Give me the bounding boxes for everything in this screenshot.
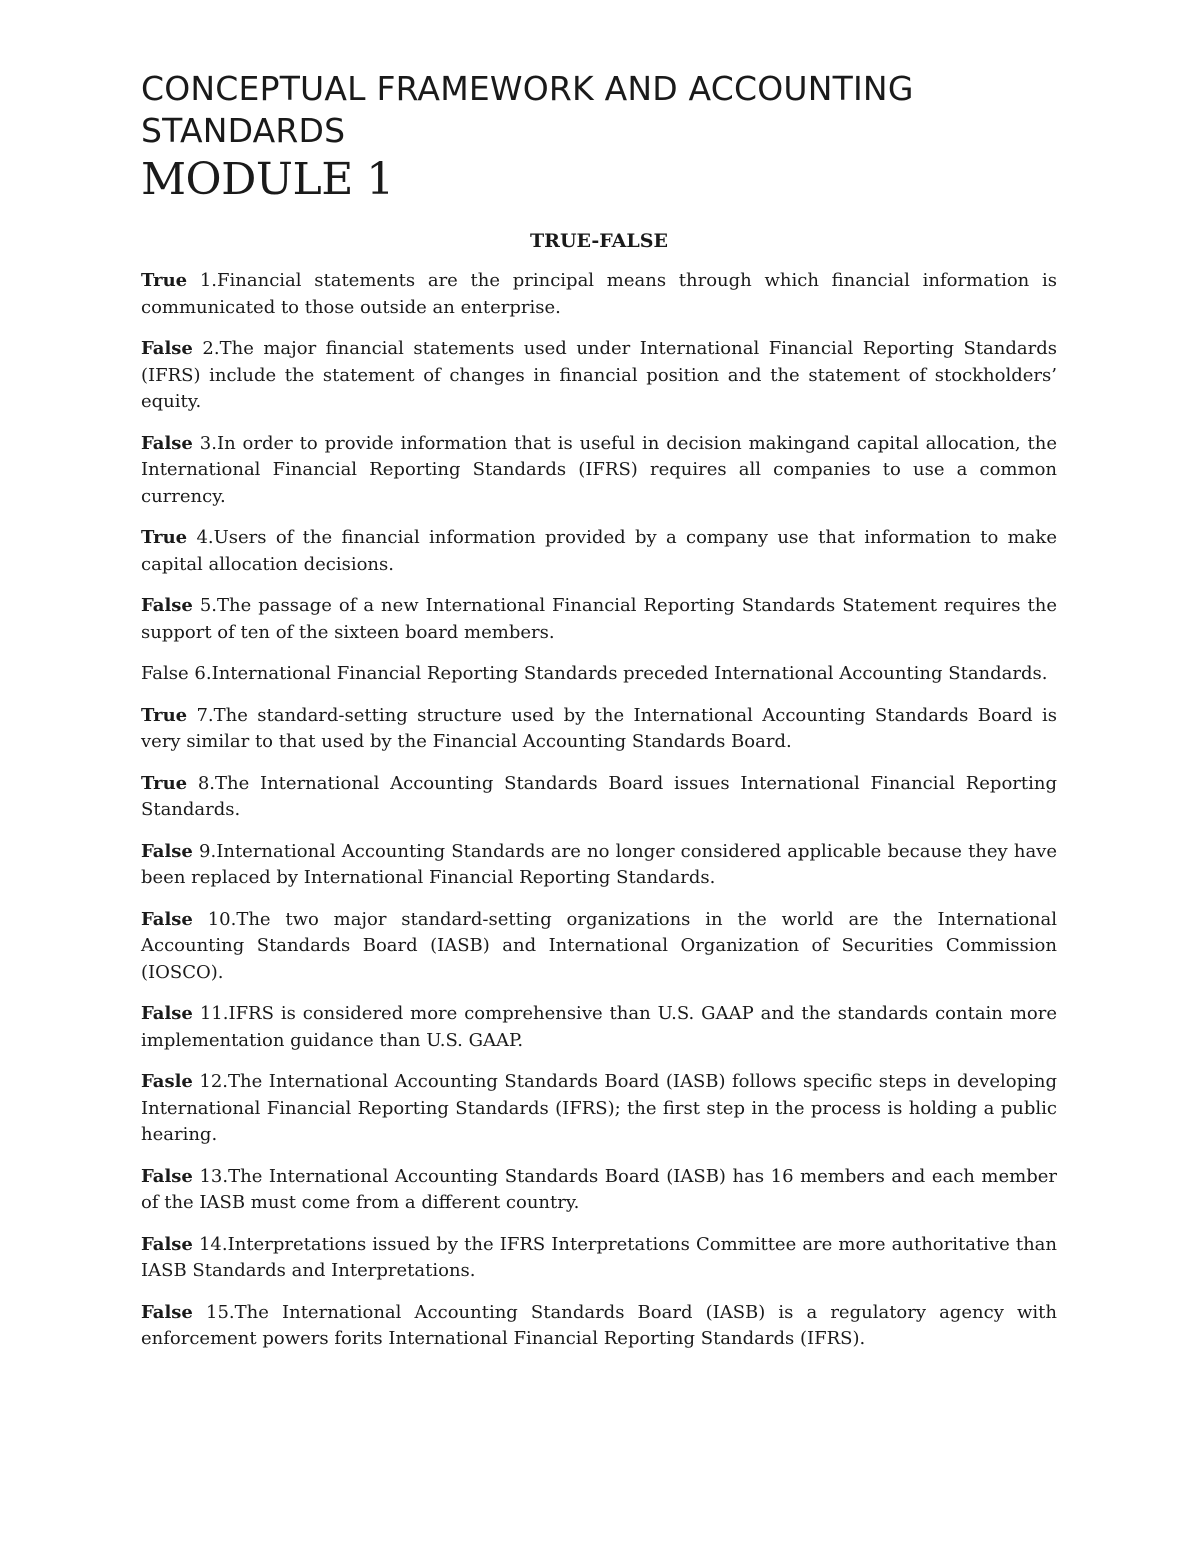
question-number: 14. [198, 1233, 228, 1255]
question-number: 5. [199, 595, 218, 616]
question-text: Interpretations issued by the IFRS Interpretations Committee are more authoritative than IASB Standards and Interpretations. [141, 1233, 1057, 1281]
document-page [141, 68, 1057, 1368]
question-answer: True [141, 704, 188, 726]
question-answer: False [141, 663, 189, 684]
question-text: Financial statements are the principal means through which financial information is communicated to those outside an enterprise. [141, 270, 1057, 318]
question-answer: False [141, 1165, 193, 1187]
question-number: 10. [207, 908, 237, 930]
question-text: In order to provide information that is useful in decision makingand capital allocation, the International Financial Reporting Standards (IFRS) requires all companies to use a common currency. [141, 432, 1057, 507]
section-heading: TRUE-FALSE [530, 230, 668, 252]
question-text: The International Accounting Standards Board (IASB) is a regulatory agency with enforcement powers forits International Financial Reporting Standards (IFRS). [141, 1301, 1057, 1349]
question-item [141, 1069, 1057, 1149]
question-number: 13. [199, 1165, 229, 1187]
question-number: 7. [196, 704, 214, 726]
document-title: CONCEPTUAL FRAMEWORK AND ACCOUNTING STANDARDS [141, 69, 914, 150]
question-text: The standard-setting structure used by the International Accounting Standards Board is very similar to that used by the Financial Accounting Standards Board. [141, 704, 1057, 752]
question-number: 12. [199, 1071, 229, 1092]
question-number: 4. [196, 527, 214, 548]
question-number: 9. [199, 840, 217, 862]
question-item [141, 907, 1057, 987]
question-text: The passage of a new International Financial Reporting Standards Statement requires the support of ten of the sixteen board members. [141, 595, 1057, 643]
question-number: 8. [197, 772, 216, 794]
question-item [141, 1001, 1057, 1054]
question-item [141, 525, 1057, 578]
question-answer: False [141, 432, 193, 454]
question-text: International Accounting Standards are no longer considered applicable because they have been replaced by International Financial Reporting Standards. [141, 840, 1058, 888]
question-number: 3. [199, 432, 217, 454]
question-item [141, 661, 1057, 688]
question-answer: True [141, 527, 188, 548]
question-answer: True [141, 270, 188, 291]
question-answer: False [141, 840, 193, 862]
question-number: 11. [199, 1003, 229, 1024]
question-text: The International Accounting Standards Board issues International Financial Reporting Standards. [141, 772, 1057, 820]
question-item [141, 839, 1057, 892]
question-item [141, 1164, 1057, 1217]
question-number: 2. [202, 338, 220, 359]
question-answer: False [141, 1301, 193, 1323]
question-number: 1. [199, 270, 218, 291]
question-item [141, 1300, 1057, 1353]
question-item [141, 1232, 1057, 1285]
question-item [141, 593, 1057, 646]
question-number: 6. [194, 663, 212, 684]
question-text: The two major standard-setting organizations in the world are the International Accounting Standards Board (IASB) and International Organization of Securities Commission (IOSCO). [141, 908, 1057, 983]
question-answer: True [141, 772, 188, 794]
question-item [141, 268, 1057, 321]
question-item [141, 336, 1057, 416]
question-text: The International Accounting Standards Board (IASB) follows specific steps in developing International Financial Reporting Standards (IFRS); the first step in the process is holding a public hearing. [141, 1071, 1057, 1145]
question-item [141, 771, 1057, 824]
question-list [141, 268, 1057, 1353]
question-answer: False [141, 595, 193, 616]
question-answer: False [141, 1233, 193, 1255]
question-item [141, 703, 1057, 756]
question-text: Users of the financial information provided by a company use that information to make capital allocation decisions. [141, 527, 1057, 575]
question-answer: Fasle [141, 1071, 193, 1092]
question-text: International Financial Reporting Standards preceded International Accounting Standards. [211, 663, 1048, 684]
question-answer: False [141, 908, 193, 930]
question-answer: False [141, 1003, 193, 1024]
question-text: The International Accounting Standards Board (IASB) has 16 members and each member of the IASB must come from a different country. [141, 1165, 1057, 1213]
question-text: IFRS is considered more comprehensive than U.S. GAAP and the standards contain more implementation guidance than U.S. GAAP. [141, 1003, 1057, 1051]
question-item [141, 431, 1057, 511]
question-number: 15. [206, 1301, 235, 1323]
question-text: The major financial statements used under International Financial Reporting Standards (IFRS) include the statement of changes in financial position and the statement of stockholders’ equity. [141, 338, 1057, 412]
question-answer: False [141, 338, 193, 359]
module-heading: MODULE 1 [141, 154, 394, 205]
